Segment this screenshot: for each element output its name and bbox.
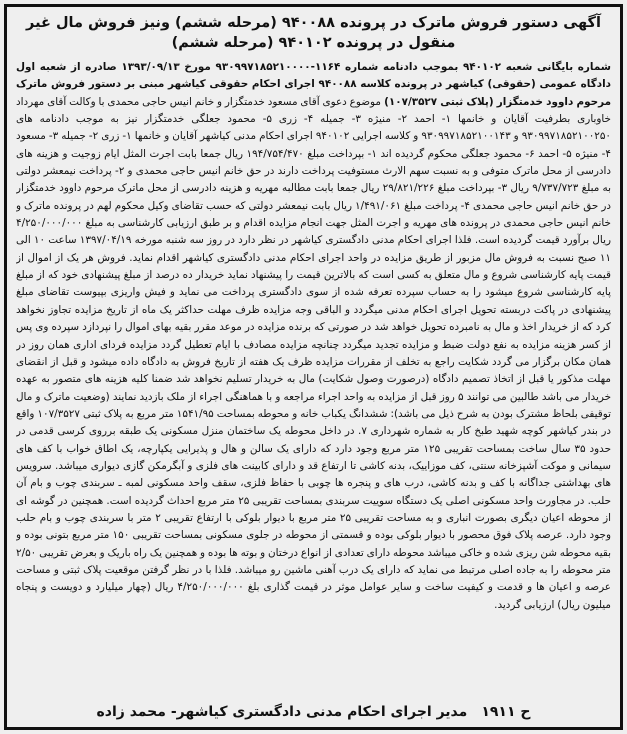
notice-border-frame (4, 4, 623, 730)
notice-code: ح ۱۹۱۱ (481, 704, 531, 720)
notice-body-lead: شماره بایگانی شعبه ۹۴۰۱۰۲ بموجب دادنامه شماره ۱۱۶۴-۹۳۰۹۹۷۱۸۵۲۱۰۰۰۰ مورخ ۱۳۹۳/۰۹/۱۳ صادره از شعبه اول دادگاه عمومی (حقوقی) کیاشهر در پرونده کلاسه ۹۴۰۰۸۸ اجرای احکام حقوقی کیاشهر مبنی بر دستور فروش ماترک مرحوم داوود خدمتگزار (پلاک ثبتی ۱۰۷/۳۵۲۷) (16, 61, 611, 108)
notice-signature: مدیر اجرای احکام مدنی دادگستری کیاشهر- محمد زاده (96, 704, 468, 720)
notice-headline (16, 13, 611, 55)
notice-footer (16, 699, 611, 723)
notice-headline-text: آگهی دستور فروش ماترک در پرونده ۹۴۰۰۸۸ (مرحله ششم) ونیز فروش مال غیر منقول در پرونده ۹۴۰۱۰۲ (مرحله ششم) (26, 15, 601, 51)
notice-body-text: موضوع دعوی آقای مسعود خدمتگزار و خانم انیس حاجی محمدی با وکالت آقای مهرداد خاوباری بطرفیت آقایان و خانمها ۱- احمد ۲- منیژه ۳- جمیله ۴- زری ۵- محمود جعلگی خدمتگزار نیز به موجب دادنامه های ۹۳۰۹۹۷۱۸۵۲۱۰۰۲۵۰ و ۹۳۰۹۹۷۱۸۵۲۱۰۰۱۴۳ و کلاسه اجرایی ۹۴۰۱۰۲ اجرای احکام مدنی کیاشهر آقایان و خانمها ۱- زری ۲- جمیله ۳- مسعود ۴- منیژه ۵- احمد ۶- محمود جعلگی محکوم گردیده اند ۱- بپرداخت مبلغ ۱۹۴/۷۵۴/۴۷۰ ریال جمعا بابت اجرت المثل ایام زوجیت و هزینه های دادرسی از محل ماترک متوفی و به نسبت سهم الارث مستوفیت پرداخت دارند در حق خانم انیس حاجی محمدی و ۲- پرداخت نیمعشر دولتی به مبلغ ۹/۷۳۷/۷۲۳ ریال ۳- بپرداخت مبلغ ۲۹/۸۲۱/۲۲۶ ریال جمعا بابت مطالبه مهریه و هزینه دادرسی از محل ماترک مرحوم داوود خدمتگزار در حق خانم انیس حاجی محمدی ۴- پرداخت مبلغ ۱/۴۹۱/۰۶۱ ریال بابت نیمعشر دولتی که حسب تقاضای وکیل محکوم لهم در پرونده ماترک و خانم انیس حاجی محمدی در پرونده های مهریه و اجرت المثل جهت انجام مزایده اقدام و بر طبق ارزیابی کارشناسی به مبلغ ۴/۲۵۰/۰۰۰/۰۰۰ ریال برآورد قیمت گردیده است. فلذا اجرای احکام مدنی دادگستری کیاشهر در نظر دارد در روز سه شنبه مورخه ۱۳۹۷/۰۴/۱۹ ساعت ۱۰ الی ۱۱ صبح نسبت به فروش مال مزبور از طریق مزایده در واحد اجرای احکام مدنی دادگستری کیاشهر اقدام نماید. فروش هر یک از اموال از قیمت پایه کارشناسی شروع و مال متعلق به کسی است که بالاترین قیمت را پیشنهاد نماید خریدار ده درصد از مبلغ پیشنهادی خود که از مبلغ پایه کارشناسی شروع میشود را به حساب سپرده تعرفه شده از سوی دادگستری پرداخت می نماید و فیش واریزی بپیوست تقاضای مبلغ پیشنهادی در پاکت دربسته تحویل اجرای احکام مدنی میگردد و الباقی وجه مزایده ظرف مهلت حداکثر یک ماه از تاریخ مزایده تجاوز نخواهد کرد که از خریدار اخذ و مال به نامبرده تحویل خواهد شد در صورتی که برنده مزایده در موعد مقرر بقیه بهای اموال را نپردازد سپرده وی پس از کسر هزینه مزایده به نفع دولت ضبط و مزایده تجدید میگردد چنانچه مزایده مصادف با ایام تعطیل گردد مزایده فردای اداری همان روز در همان مکان برگزار می گردد شکایت راجع به تخلف از مقررات مزایده ظرف یک هفته از تاریخ فروش به دادگاه داده میشود و قبل از انقضای مهلت مذکور یا قبل از اتخاذ تصمیم دادگاه (درصورت وصول شکایت) مال به خریدار تسلیم نخواهد شد ضمنا کلیه هزینه های متصور به عهده خریدار می باشد طالبین می توانند ۵ روز قبل از مزایده به واحد اجراء مراجعه و با هماهنگی اجراء از ملک بازدید نمایند (وضعیت ماترک و مال توقیفی بلحاظ مشترک بودن به شرح ذیل می باشد): ششدانگ یکباب خانه و محوطه بمساحت ۱۵۴۱/۹۵ متر مربع به پلاک ثبتی ۱۰۷/۳۵۲۷ واقع در بندر کیاشهر کوچه شهید طبخ کار به شماره شهرداری ۷. در داخل محوطه یک ساختمان منزل مسکونی یک طبقه برروی کرسی قدمی در حدود ۳۵ سال ساخت بمساحت تقریبی ۱۲۵ متر مربع وجود دارد که دارای یک سالن و هال و پذیرایی یکپارچه، یک اطاق خواب با کف های سیمانی و موکت آشپزخانه سنتی، کف موزاییک، بدنه کاشی تا ارتفاع قد و دارای کابینت های فلزی و آبگرمکن گازی دیواری میباشد. سرویس های بهداشتی جداگانه با کف و بدنه کاشی، درب های و پنجره ها چوبی با حفاظ فلزی، سقف واحد مسکونی لمبه ـ سربندی چوب و بام آن حلب. در مجاورت واحد مسکونی اصلی یک دستگاه سوییت سربندی بمساحت تقریبی ۲۵ متر مربع احداث گردیده است. همچنین در گوشه ای از محوطه اعیان دیگری بصورت انباری و به مساحت تقریبی ۲۵ متر مربع با دیوار بلوکی با ارتفاع تقریبی ۲ متر با سربندی چوب و بام حلب وجود دارد. عرصه پلاک فوق محصور با دیوار بلوکی بوده و قسمتی از محوطه در جلوی مسکونی بمساحت تقریبی ۱۵۰ متر مربع بتونی بوده و بقیه محوطه شن ریزی شده و خاکی میباشد محوطه دارای تعدادی از انواع درختان و بوته ها بوده و همچنین یک راه باریک و بعرض تقریبی ۲/۵۰ متر محوطه را به جاده اصلی مرتبط می نماید که دارای یک درب آهنی ماشین رو میباشد. فلذا با در نظر گرفتن موقعیت پلاک ثبتی و مساحت عرصه و اعیان ها و قدمت و کیفیت ساخت و سایر عوامل موثر در قیمت گذاری بلغ ۴/۲۵۰/۰۰۰/۰۰۰ ریال (چهار میلیارد و دویست و پنجاه میلیون ریال) ارزیابی گردید. (16, 95, 611, 611)
notice-body (16, 59, 611, 699)
